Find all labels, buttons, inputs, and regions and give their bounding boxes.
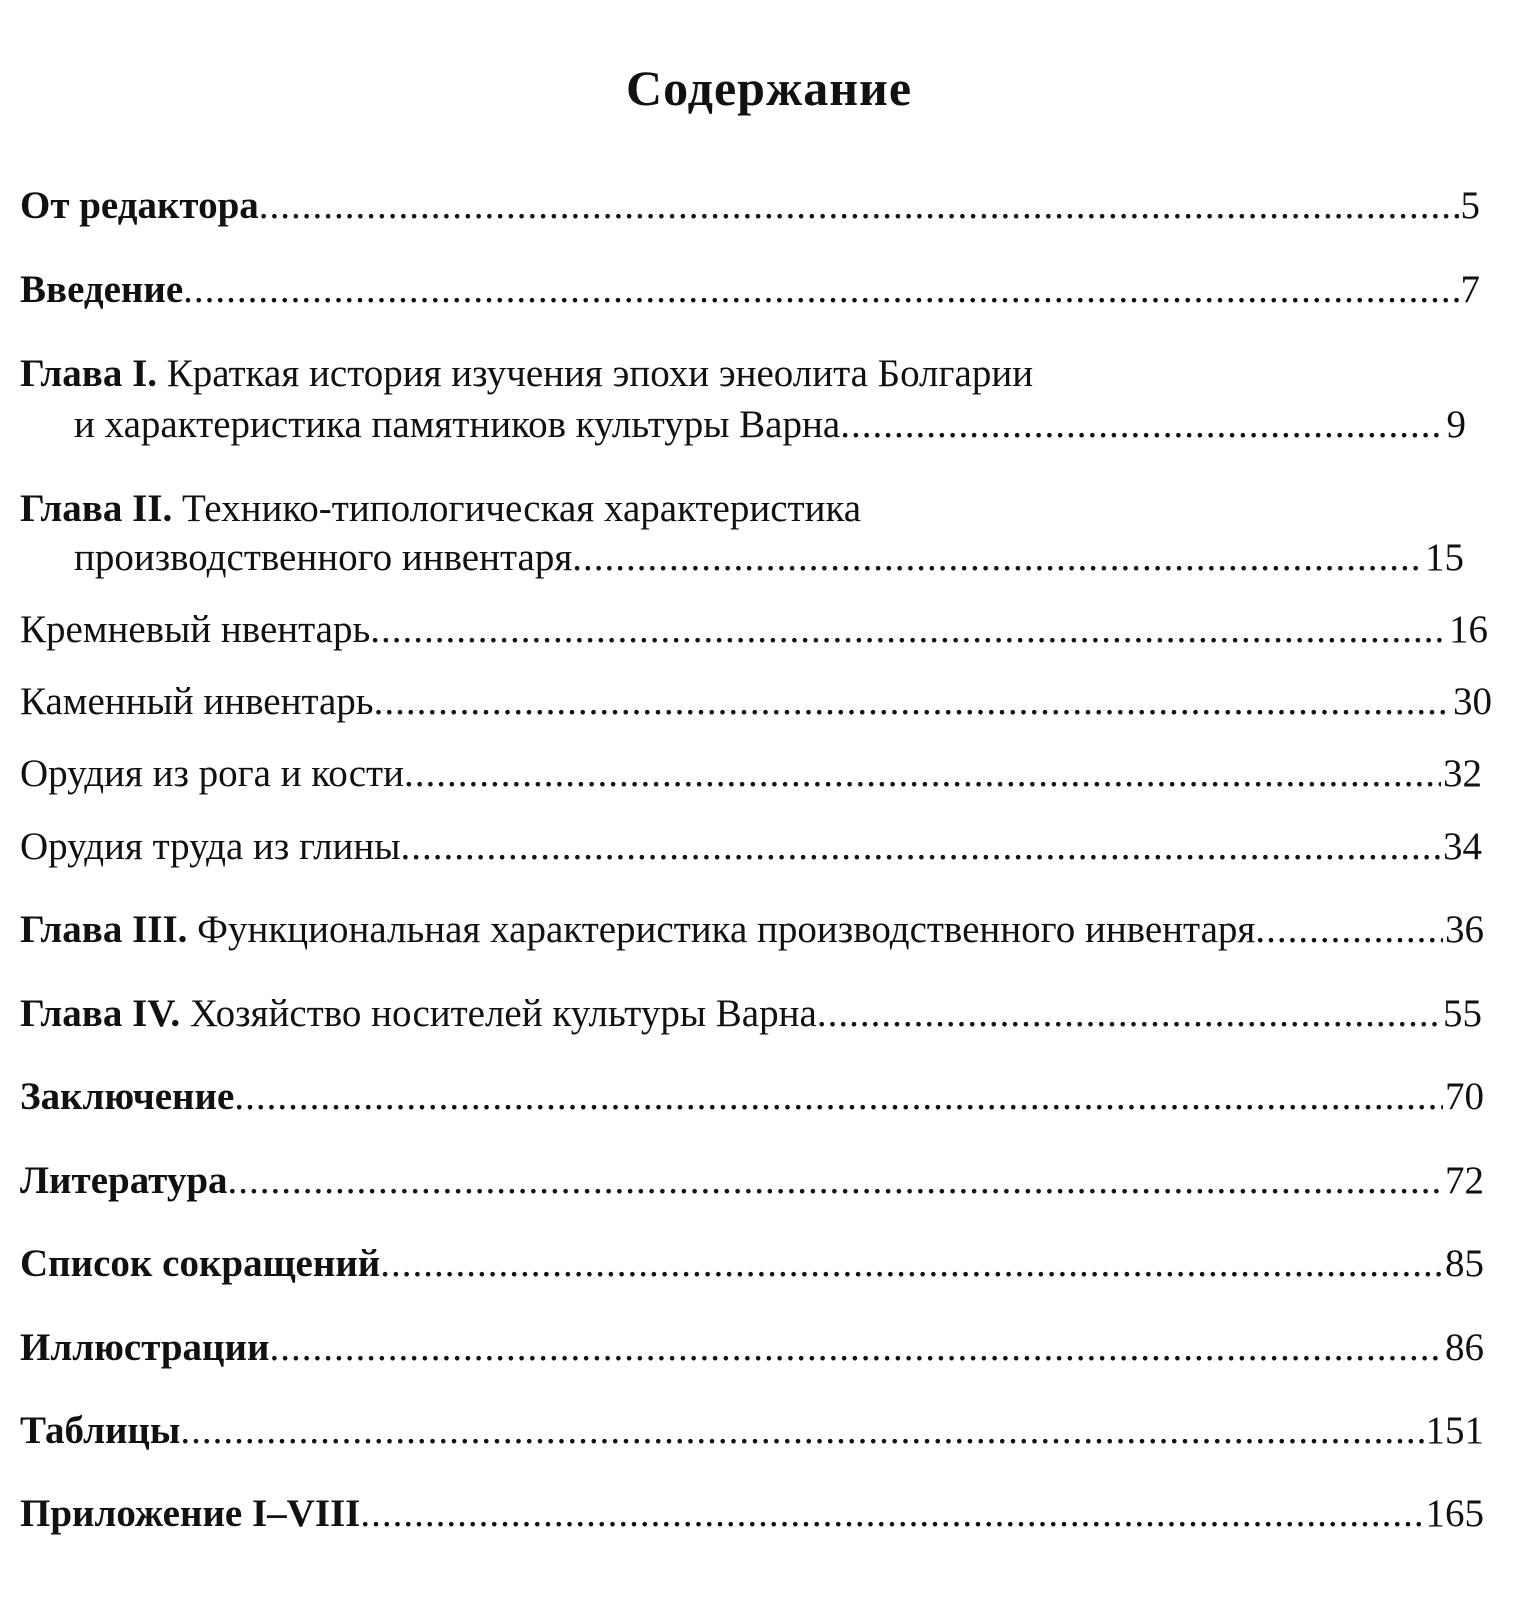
toc-entry[interactable]: [20, 906, 1484, 954]
toc-entry[interactable]: [20, 266, 1480, 314]
toc-entry-text: Технико-типологическая характеристика: [181, 487, 862, 530]
toc-entry-text: Таблицы: [20, 1409, 181, 1452]
dot-leader: [840, 401, 1444, 449]
toc-page-number: 32: [1443, 752, 1482, 795]
toc-entry[interactable]: [20, 1240, 1484, 1288]
toc-entry-text: Список сокращений: [20, 1242, 381, 1285]
toc-entry-text: и характеристика памятников культуры Варна: [74, 403, 841, 446]
toc-entry-text: От редактора: [20, 184, 259, 227]
dot-leader: [360, 1490, 1423, 1538]
toc-entry-text: Литература: [20, 1159, 228, 1202]
toc-page-number: 15: [1425, 536, 1464, 579]
toc-page-number: 5: [1460, 184, 1480, 227]
toc-entry[interactable]: [20, 678, 1492, 726]
dot-leader: [228, 1157, 1443, 1205]
toc-entry[interactable]: [20, 1407, 1484, 1455]
toc-entry[interactable]: [20, 182, 1480, 230]
toc-entry[interactable]: [20, 1157, 1484, 1205]
toc-entry[interactable]: [74, 534, 1464, 582]
dot-leader: [572, 534, 1423, 582]
toc-entry-text: Краткая история изучения эпохи энеолита Болгарии: [166, 352, 1034, 395]
toc-entry-text: Введение: [20, 268, 184, 311]
dot-leader: [380, 1240, 1443, 1288]
toc-page-number: 72: [1445, 1159, 1484, 1202]
toc-page-number: 70: [1445, 1075, 1484, 1118]
toc-entry[interactable]: [20, 1073, 1484, 1121]
toc-entry[interactable]: [74, 401, 1466, 449]
dot-leader: [370, 606, 1447, 654]
toc-entry-first-line[interactable]: [20, 485, 861, 533]
dot-leader: [374, 678, 1451, 726]
toc-entry-text: Хозяйство носителей культуры Варна: [189, 992, 817, 1035]
dot-leader: [1255, 906, 1443, 954]
dot-leader: [259, 182, 1459, 230]
toc-entry[interactable]: [20, 1324, 1484, 1372]
toc-entry[interactable]: [20, 1490, 1484, 1538]
toc-page-number: 34: [1443, 825, 1482, 868]
toc-entry-text-wrap: [20, 990, 817, 1038]
toc-entry[interactable]: [20, 990, 1482, 1038]
dot-leader: [183, 266, 1458, 314]
toc-page-number: 85: [1445, 1242, 1484, 1285]
toc-entry-text: Кремневый нвентарь: [20, 608, 371, 651]
dot-leader: [817, 990, 1441, 1038]
toc-entry-text: Орудия труда из глины: [20, 825, 401, 868]
toc-entry-text: Заключение: [20, 1075, 235, 1118]
toc-page-number: 165: [1425, 1492, 1484, 1535]
toc-page-number: 30: [1453, 680, 1492, 723]
toc-page-number: 16: [1449, 608, 1488, 651]
toc-entry-first-line[interactable]: [20, 350, 1033, 398]
page-title: Содержание: [625, 60, 913, 116]
toc-entry-text-wrap: [20, 906, 1255, 954]
toc-entry-text: Орудия из рога и кости: [20, 752, 404, 795]
toc-entry-text: производственного инвентаря: [74, 536, 573, 579]
dot-leader: [180, 1407, 1423, 1455]
dot-leader: [234, 1073, 1443, 1121]
toc-entry-text: Каменный инвентарь: [20, 680, 374, 723]
toc-entry-text: Иллюстрации: [20, 1326, 270, 1369]
chapter-label: Глава IV.: [20, 992, 181, 1035]
dot-leader: [269, 1324, 1443, 1372]
chapter-label: Глава I.: [20, 352, 158, 395]
toc-entry-text: Приложение I–VIII: [20, 1492, 361, 1535]
toc-page-number: 86: [1445, 1326, 1484, 1369]
toc-page-number: 55: [1443, 992, 1482, 1035]
toc-entry[interactable]: [20, 750, 1482, 798]
dot-leader: [401, 823, 1442, 871]
toc-page-number: 36: [1445, 908, 1484, 951]
toc-page-number: 151: [1425, 1409, 1484, 1452]
chapter-label: Глава II.: [20, 487, 173, 530]
toc-page-number: 7: [1460, 268, 1480, 311]
toc-entry-text: Функциональная характеристика производственного инвентаря: [197, 908, 1256, 951]
chapter-label: Глава III.: [20, 908, 188, 951]
dot-leader: [404, 750, 1441, 798]
toc-entry[interactable]: [20, 606, 1488, 654]
toc-entry[interactable]: [20, 823, 1482, 871]
toc-page-number: 9: [1446, 403, 1466, 446]
